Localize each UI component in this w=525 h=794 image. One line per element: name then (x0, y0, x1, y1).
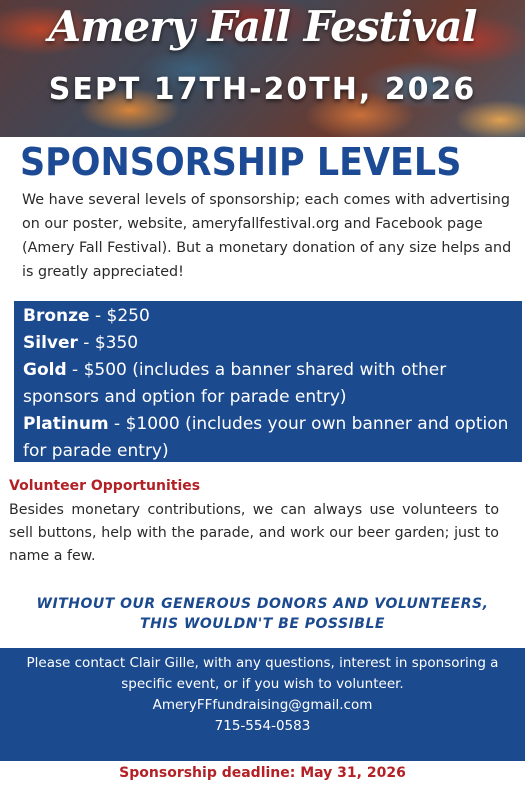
hero-banner (0, 0, 525, 137)
level-detail: - $500 (includes a banner shared with other sponsors and option for parade entry) (23, 360, 447, 407)
contact-text (20, 653, 505, 737)
tagline-line-1: WITHOUT OUR GENEROUS DONORS AND VOLUNTEERS, (36, 596, 489, 612)
level-detail: - $350 (77, 333, 139, 353)
level-gold (23, 357, 513, 411)
tagline (0, 594, 525, 634)
level-bronze (23, 303, 513, 330)
contact-message: Please contact Clair Gille, with any questions, interest in sponsoring a specific event, or if you wish to volunteer. (26, 655, 499, 692)
level-platinum (23, 411, 513, 465)
level-name: Gold (23, 360, 67, 380)
level-silver (23, 330, 513, 357)
volunteer-heading: Volunteer Opportunities (9, 478, 201, 494)
sponsorship-deadline: Sponsorship deadline: May 31, 2026 (119, 765, 406, 781)
level-detail: - $250 (89, 306, 150, 326)
sponsorship-levels-box (14, 301, 522, 462)
level-name: Silver (23, 333, 78, 353)
contact-phone[interactable]: 715-554-0583 (214, 718, 311, 734)
contact-box (0, 648, 525, 761)
level-name: Platinum (23, 414, 109, 434)
page-heading: SPONSORSHIP LEVELS (20, 140, 462, 184)
volunteer-paragraph: Besides monetary contributions, we can always use volunteers to sell buttons, help with the parade, and work our beer garden; just to name a few. (9, 502, 499, 564)
festival-dates: SEPT 17TH-20TH, 2026 (48, 72, 477, 107)
tagline-line-2: THIS WOULDN'T BE POSSIBLE (140, 616, 385, 632)
festival-title: Amery Fall Festival (48, 2, 477, 51)
level-name: Bronze (23, 306, 90, 326)
level-detail: - $1000 (includes your own banner and option for parade entry) (23, 414, 509, 461)
contact-email[interactable]: AmeryFFfundraising@gmail.com (152, 697, 373, 713)
intro-paragraph: We have several levels of sponsorship; each comes with advertising on our poster, website, ameryfallfestival.org and Facebook page (Amery Fall Festival). But a monetary donation of any size helps and is greatly appreciated! (22, 192, 512, 280)
